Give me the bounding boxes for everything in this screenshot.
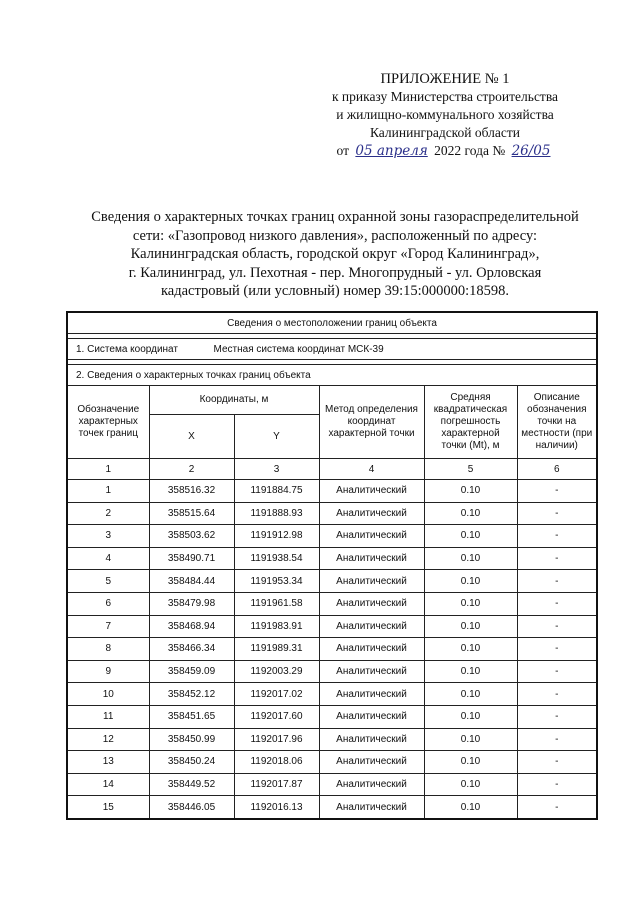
description-cell: - — [517, 570, 597, 593]
point-id-cell: 3 — [67, 525, 149, 548]
error-cell: 0.10 — [424, 615, 517, 638]
error-cell: 0.10 — [424, 773, 517, 796]
appendix-line-3: Калининградской области — [369, 125, 521, 140]
x-cell: 358459.09 — [149, 660, 234, 683]
coordinate-system-row — [67, 339, 597, 360]
description-cell: - — [517, 638, 597, 661]
header-method: Метод определения координат характерной точки — [319, 386, 424, 459]
header-error: Средняя квадратическая погрешность характерной точки (Mt), м — [424, 386, 517, 459]
method-cell: Аналитический — [319, 796, 424, 819]
description-cell: - — [517, 615, 597, 638]
method-cell: Аналитический — [319, 547, 424, 570]
y-cell: 1191888.93 — [234, 502, 319, 525]
x-cell: 358449.52 — [149, 773, 234, 796]
y-cell: 1191884.75 — [234, 480, 319, 503]
table-row — [67, 502, 597, 525]
coordinate-system-label: 1. Система координат — [76, 343, 178, 355]
method-cell: Аналитический — [319, 615, 424, 638]
point-id-cell: 11 — [67, 705, 149, 728]
description-cell: - — [517, 592, 597, 615]
description-cell: - — [517, 683, 597, 706]
point-id-cell: 5 — [67, 570, 149, 593]
description-cell: - — [517, 660, 597, 683]
y-cell: 1192018.06 — [234, 751, 319, 774]
x-cell: 358450.24 — [149, 751, 234, 774]
table-row — [67, 728, 597, 751]
table-row — [67, 773, 597, 796]
header-coordinates: Координаты, м — [149, 386, 319, 415]
x-cell: 358479.98 — [149, 592, 234, 615]
column-number: 5 — [424, 459, 517, 480]
error-cell: 0.10 — [424, 660, 517, 683]
table-row — [67, 592, 597, 615]
description-cell: - — [517, 547, 597, 570]
y-cell: 1191953.34 — [234, 570, 319, 593]
method-cell: Аналитический — [319, 480, 424, 503]
column-number: 6 — [517, 459, 597, 480]
table-row — [67, 638, 597, 661]
appendix-title: ПРИЛОЖЕНИЕ № 1 — [380, 71, 510, 87]
heading-line-3: Калининградская область, городской округ «Город Калининград», — [130, 246, 540, 262]
method-cell: Аналитический — [319, 728, 424, 751]
y-cell: 1192017.87 — [234, 773, 319, 796]
error-cell: 0.10 — [424, 570, 517, 593]
error-cell: 0.10 — [424, 547, 517, 570]
description-cell: - — [517, 705, 597, 728]
header-designation: Обозначение характерных точек границ — [67, 386, 149, 459]
error-cell: 0.10 — [424, 592, 517, 615]
description-cell: - — [517, 502, 597, 525]
method-cell: Аналитический — [319, 773, 424, 796]
header-y: Y — [234, 415, 319, 459]
error-cell: 0.10 — [424, 683, 517, 706]
y-cell: 1191983.91 — [234, 615, 319, 638]
point-id-cell: 15 — [67, 796, 149, 819]
y-cell: 1192017.02 — [234, 683, 319, 706]
x-cell: 358516.32 — [149, 480, 234, 503]
point-id-cell: 6 — [67, 592, 149, 615]
y-cell: 1192003.29 — [234, 660, 319, 683]
heading-line-1: Сведения о характерных точках границ охранной зоны газораспределительной — [91, 209, 579, 225]
y-cell: 1191912.98 — [234, 525, 319, 548]
x-cell: 358450.99 — [149, 728, 234, 751]
appendix-date-line — [300, 142, 590, 160]
description-cell: - — [517, 796, 597, 819]
error-cell: 0.10 — [424, 728, 517, 751]
handwritten-number: 26/05 — [511, 143, 551, 159]
point-id-cell: 8 — [67, 638, 149, 661]
heading-line-4: г. Калининград, ул. Пехотная - пер. Многопрудный - ул. Орловская — [128, 264, 542, 281]
point-id-cell: 14 — [67, 773, 149, 796]
description-cell: - — [517, 751, 597, 774]
point-id-cell: 4 — [67, 547, 149, 570]
error-cell: 0.10 — [424, 525, 517, 548]
y-cell: 1192016.13 — [234, 796, 319, 819]
x-cell: 358503.62 — [149, 525, 234, 548]
method-cell: Аналитический — [319, 592, 424, 615]
point-id-cell: 12 — [67, 728, 149, 751]
appendix-line-1: к приказу Министерства строительства — [331, 89, 559, 104]
method-cell: Аналитический — [319, 525, 424, 548]
x-cell: 358490.71 — [149, 547, 234, 570]
header-x: X — [149, 415, 234, 459]
y-cell: 1191938.54 — [234, 547, 319, 570]
date-middle: 2022 года № — [434, 143, 506, 158]
method-cell: Аналитический — [319, 660, 424, 683]
heading-line-5: кадастровый (или условный) номер 39:15:000000:18598. — [160, 283, 510, 299]
method-cell: Аналитический — [319, 705, 424, 728]
table-row — [67, 547, 597, 570]
y-cell: 1192017.96 — [234, 728, 319, 751]
method-cell: Аналитический — [319, 570, 424, 593]
method-cell: Аналитический — [319, 638, 424, 661]
appendix-block — [300, 70, 590, 160]
y-cell: 1192017.60 — [234, 705, 319, 728]
x-cell: 358446.05 — [149, 796, 234, 819]
column-number: 3 — [234, 459, 319, 480]
description-cell: - — [517, 480, 597, 503]
document-heading — [70, 208, 600, 301]
point-id-cell: 13 — [67, 751, 149, 774]
table-row — [67, 570, 597, 593]
appendix-line-2: и жилищно-коммунального хозяйства — [336, 107, 554, 122]
section-2-title: 2. Сведения о характерных точках границ объекта — [67, 365, 597, 386]
table-row — [67, 683, 597, 706]
method-cell: Аналитический — [319, 502, 424, 525]
x-cell: 358484.44 — [149, 570, 234, 593]
x-cell: 358515.64 — [149, 502, 234, 525]
table-row — [67, 615, 597, 638]
table-row — [67, 705, 597, 728]
error-cell: 0.10 — [424, 796, 517, 819]
column-number: 2 — [149, 459, 234, 480]
column-numbers-row — [67, 459, 597, 480]
method-cell: Аналитический — [319, 751, 424, 774]
table-row — [67, 480, 597, 503]
x-cell: 358451.65 — [149, 705, 234, 728]
table-caption: Сведения о местоположении границ объекта — [67, 312, 597, 334]
point-id-cell: 2 — [67, 502, 149, 525]
y-cell: 1191989.31 — [234, 638, 319, 661]
point-id-cell: 10 — [67, 683, 149, 706]
column-number: 4 — [319, 459, 424, 480]
date-prefix: от — [336, 143, 349, 158]
table-row — [67, 660, 597, 683]
header-description: Описание обозначения точки на местности (при наличии) — [517, 386, 597, 459]
error-cell: 0.10 — [424, 705, 517, 728]
description-cell: - — [517, 773, 597, 796]
error-cell: 0.10 — [424, 480, 517, 503]
heading-line-2: сети: «Газопровод низкого давления», расположенный по адресу: — [132, 227, 538, 244]
x-cell: 358468.94 — [149, 615, 234, 638]
error-cell: 0.10 — [424, 751, 517, 774]
boundary-points-table — [66, 311, 598, 820]
coordinate-system-value: Местная система координат МСК-39 — [213, 343, 384, 355]
point-id-cell: 9 — [67, 660, 149, 683]
point-id-cell: 7 — [67, 615, 149, 638]
column-number: 1 — [67, 459, 149, 480]
table-row — [67, 751, 597, 774]
table-row — [67, 525, 597, 548]
x-cell: 358466.34 — [149, 638, 234, 661]
handwritten-date: 05 апреля — [355, 143, 428, 159]
table-row — [67, 796, 597, 819]
description-cell: - — [517, 525, 597, 548]
method-cell: Аналитический — [319, 683, 424, 706]
point-id-cell: 1 — [67, 480, 149, 503]
error-cell: 0.10 — [424, 502, 517, 525]
description-cell: - — [517, 728, 597, 751]
x-cell: 358452.12 — [149, 683, 234, 706]
error-cell: 0.10 — [424, 638, 517, 661]
y-cell: 1191961.58 — [234, 592, 319, 615]
